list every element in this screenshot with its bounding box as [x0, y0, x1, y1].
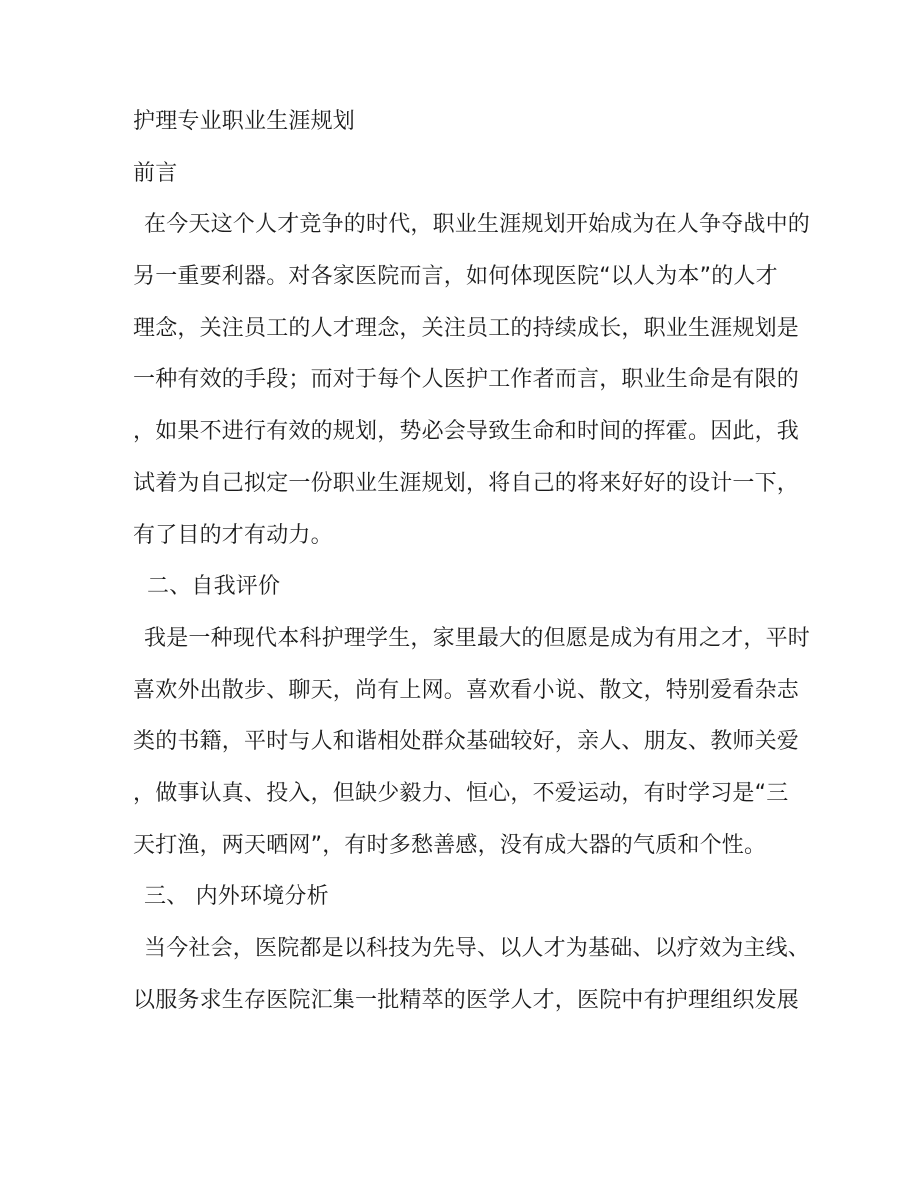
- environment-paragraph-line: 以服务求生存医院汇集一批精萃的医学人才，医院中有护理组织发展: [133, 987, 800, 1013]
- section-heading-self-evaluation: 二、自我评价: [147, 574, 281, 600]
- self-evaluation-paragraph-line: 我是一种现代本科护理学生，家里最大的但愿是成为有用之才，平时: [144, 625, 811, 651]
- preface-paragraph-line: 理念，关注员工的人才理念，关注员工的持续成长，职业生涯规划是: [133, 315, 800, 341]
- preface-paragraph-line: 一种有效的手段；而对于每个人医护工作者而言，职业生命是有限的: [133, 367, 800, 393]
- self-evaluation-paragraph-line: 天打渔，两天晒网”，有时多愁善感，没有成大器的气质和个性。: [133, 832, 767, 858]
- preface-paragraph-line: ，如果不进行有效的规划，势必会导致生命和时间的挥霍。因此，我: [133, 419, 800, 445]
- self-evaluation-paragraph-line: 喜欢外出散步、聊天，尚有上网。喜欢看小说、散文，特别爱看杂志: [133, 677, 800, 703]
- self-evaluation-paragraph-line: 类的书籍，平时与人和谐相处群众基础较好，亲人、朋友、教师关爱: [133, 729, 800, 755]
- preface-paragraph-line: 有了目的才有动力。: [133, 522, 333, 548]
- section-heading-environment-analysis: 三、 内外环境分析: [144, 884, 329, 910]
- environment-paragraph-line: 当今社会，医院都是以科技为先导、以人才为基础、以疗效为主线、: [144, 936, 811, 961]
- preface-paragraph-line: 另一重要利器。对各家医院而言，如何体现医院“以人为本”的人才: [133, 264, 778, 290]
- preface-paragraph-line: 在今天这个人才竞争的时代，职业生涯规划开始成为在人争夺战中的: [144, 212, 811, 238]
- preface-paragraph-line: 试着为自己拟定一份职业生涯规划，将自己的将来好好的设计一下，: [133, 470, 800, 496]
- section-heading-preface: 前言: [133, 160, 178, 186]
- self-evaluation-paragraph-line: ，做事认真、投入，但缺少毅力、恒心，不爱运动，有时学习是“三: [133, 780, 789, 806]
- doc-title: 护理专业职业生涯规划: [133, 109, 356, 134]
